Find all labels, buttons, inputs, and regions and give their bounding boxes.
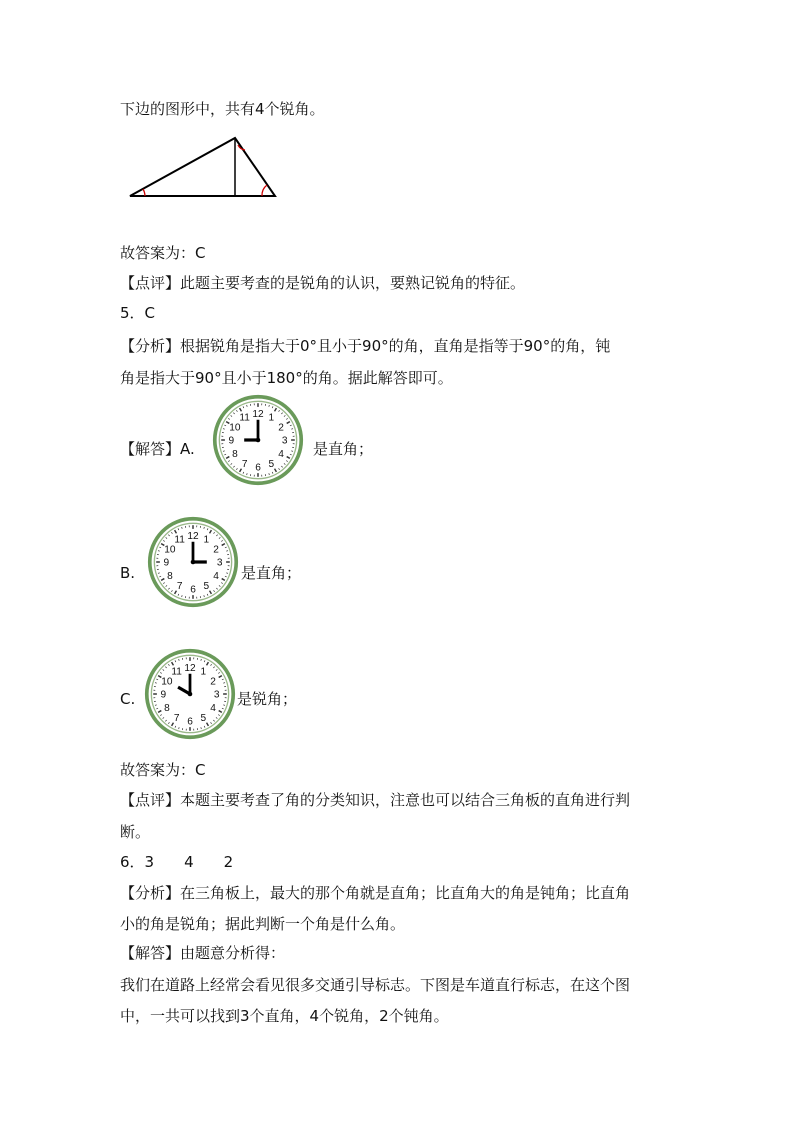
clock-number: 3 [216, 557, 223, 569]
triangle-outline [130, 138, 275, 196]
clock-c [144, 648, 236, 740]
line-paragraph-6a: 我们在道路上经常会看见很多交通引导标志。下图是车道直行标志，在这个图 [120, 976, 631, 994]
angle-mark-left [143, 189, 145, 196]
triangle-figure [125, 132, 285, 202]
clock-number: 10 [164, 544, 176, 556]
clock-number: 2 [210, 676, 216, 688]
clock-number: 11 [174, 534, 185, 546]
line-solve-a-suffix: 是直角； [313, 440, 374, 458]
clock-number: 9 [228, 435, 235, 447]
line-solve-c-suffix: 是锐角； [237, 690, 298, 708]
clock-number: 10 [161, 676, 173, 688]
line-analysis-5a: 【分析】根据锐角是指大于0°且小于90°的角，直角是指等于90°的角，钝 [120, 337, 611, 355]
clock-number: 3 [281, 435, 288, 447]
clock-number: 1 [203, 534, 210, 546]
line-solve-c-prefix: C. [120, 690, 136, 708]
line-comment-5b: 断。 [120, 823, 151, 841]
clock-number: 8 [167, 571, 173, 583]
clock-number: 4 [210, 703, 216, 715]
clock-center [256, 438, 261, 443]
clock-number: 4 [213, 571, 219, 583]
clock-center [191, 560, 196, 565]
line-solve-b-prefix: B. [120, 564, 136, 582]
clock-number: 8 [164, 703, 170, 715]
angle-mark-right [262, 185, 267, 196]
clock-number: 6 [187, 716, 193, 728]
clock-number: 7 [173, 712, 180, 724]
clock-number: 9 [163, 557, 170, 569]
clock-number: 8 [232, 449, 238, 461]
clock-b [147, 516, 239, 608]
clock-number: 10 [229, 422, 241, 434]
clock-number: 2 [213, 544, 219, 556]
clock-number: 5 [200, 712, 207, 724]
clock-number: 4 [278, 449, 284, 461]
clock-number: 12 [252, 409, 264, 420]
clock-number: 6 [255, 462, 261, 474]
clock-number: 12 [187, 531, 199, 542]
clock-number: 3 [213, 689, 220, 701]
clock-number: 12 [184, 663, 196, 674]
clock-number: 6 [190, 584, 196, 596]
clock-number: 9 [160, 689, 167, 701]
clock-number: 11 [171, 666, 182, 678]
clock-number: 1 [268, 412, 275, 424]
line-analysis-6b: 小的角是锐角；据此判断一个角是什么角。 [120, 915, 406, 933]
clock-number: 1 [200, 666, 207, 678]
line-solve-a-prefix: 【解答】A. [120, 440, 195, 458]
line-comment-4: 【点评】此题主要考查的是锐角的认识，要熟记锐角的特征。 [120, 274, 526, 292]
line-solve-b-suffix: 是直角； [241, 564, 302, 582]
line-question-6: 6．3 4 2 [120, 853, 234, 871]
line-answer-5: 故答案为：C [120, 761, 206, 779]
line-question-5: 5．C [120, 304, 156, 322]
line-comment-5a: 【点评】本题主要考查了角的分类知识，注意也可以结合三角板的直角进行判 [120, 791, 631, 809]
line-paragraph-6b: 中，一共可以找到3个直角，4个锐角，2个钝角。 [120, 1007, 449, 1025]
clock-center [188, 692, 193, 697]
clock-number: 5 [203, 580, 210, 592]
line-answer-4: 故答案为：C [120, 244, 206, 262]
clock-a [212, 394, 304, 486]
line-analysis-6a: 【分析】在三角板上，最大的那个角就是直角；比直角大的角是钝角；比直角 [120, 884, 631, 902]
clock-number: 5 [268, 458, 275, 470]
clock-number: 7 [241, 458, 248, 470]
clock-number: 11 [239, 412, 250, 424]
line-intro: 下边的图形中，共有4个锐角。 [120, 100, 325, 118]
line-solve-6: 【解答】由题意分析得： [120, 944, 286, 962]
clock-number: 2 [278, 422, 284, 434]
line-analysis-5b: 角是指大于90°且小于180°的角。据此解答即可。 [120, 369, 453, 387]
clock-number: 7 [176, 580, 183, 592]
